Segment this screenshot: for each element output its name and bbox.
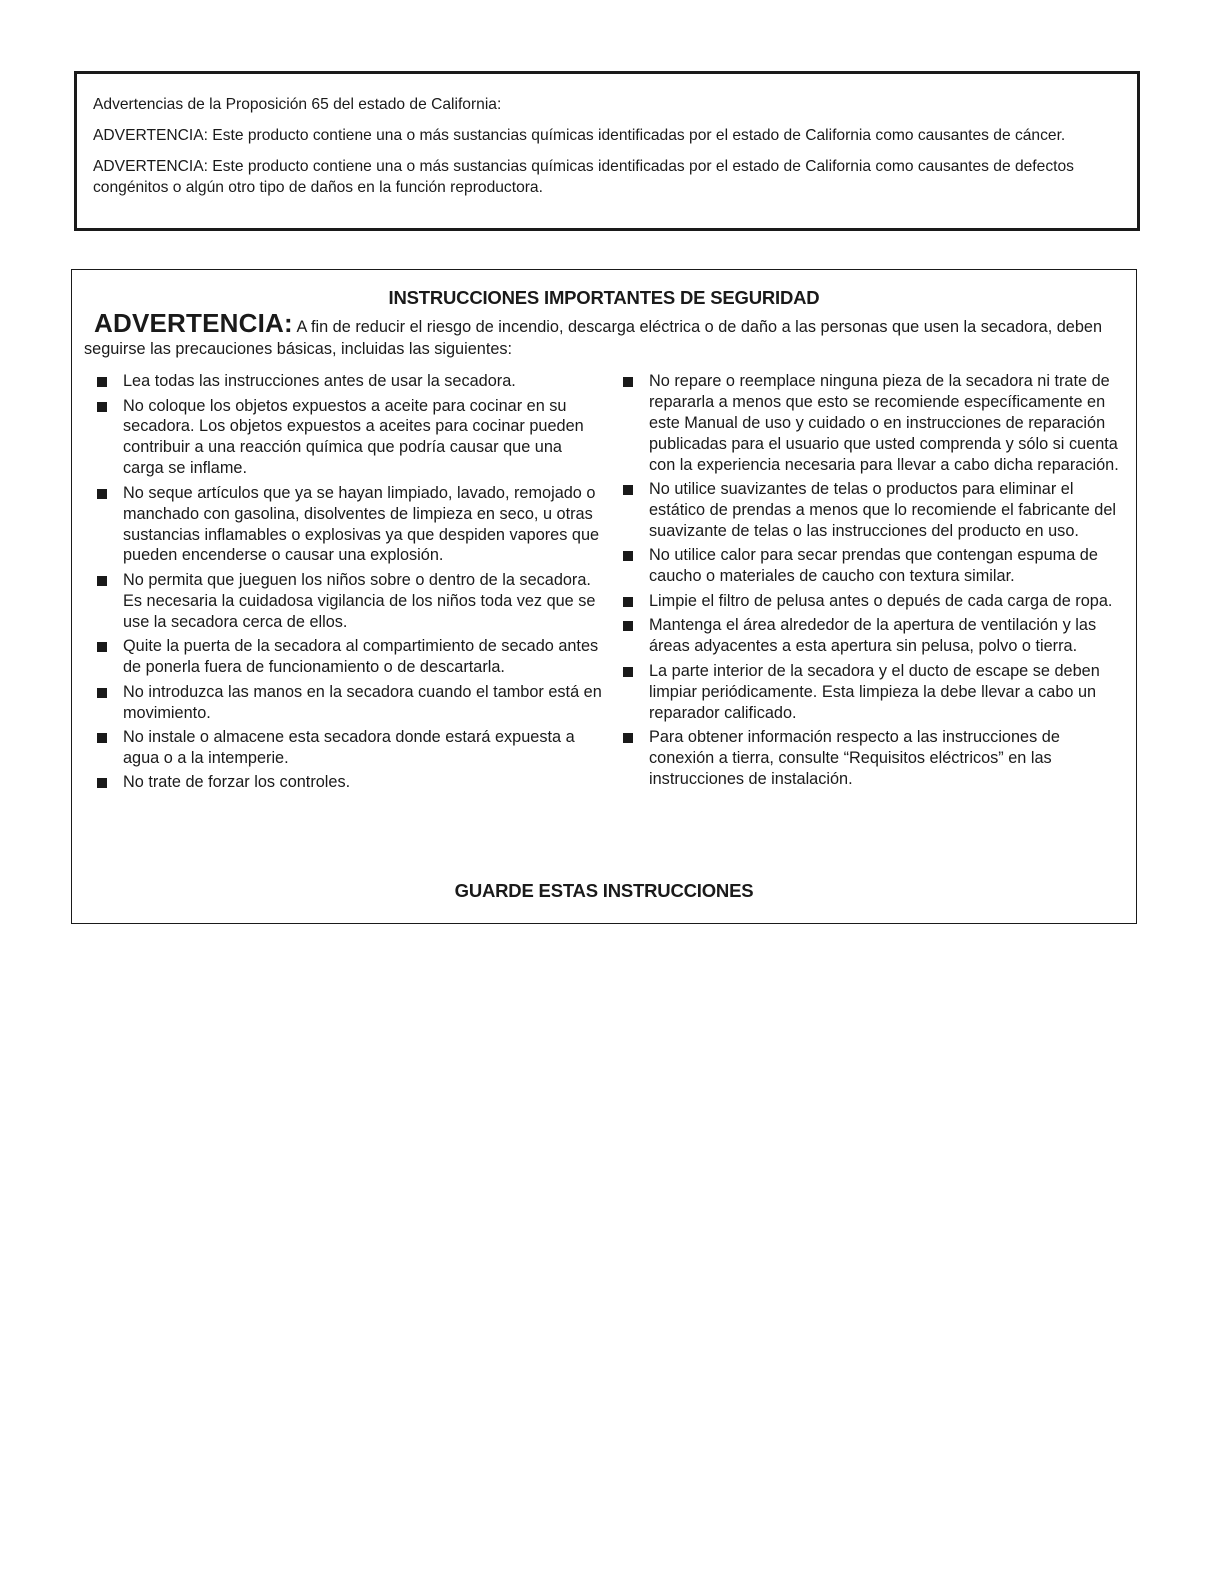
list-item-text: No coloque los objetos expuestos a aceite para cocinar en su secadora. Los objetos expuestos a aceites para cocinar pueden contribuir a una reacción química que podría causar que una carga se inflame. (123, 396, 584, 478)
list-item-text: Lea todas las instrucciones antes de usar la secadora. (123, 372, 516, 390)
list-item-text: Mantenga el área alrededor de la apertura de ventilación y las áreas adyacentes a esta apertura sin pelusa, polvo o tierra. (649, 616, 1097, 656)
right-precautions-list (620, 371, 1128, 790)
list-item-text: Limpie el filtro de pelusa antes o depués de cada carga de ropa. (649, 591, 1113, 610)
square-bullet-icon (97, 778, 107, 788)
square-bullet-icon (97, 576, 107, 586)
safety-title: INSTRUCCIONES IMPORTANTES DE SEGURIDAD (388, 287, 820, 308)
list-item (94, 682, 602, 724)
warning-intro (84, 308, 1124, 360)
list-item (94, 727, 602, 769)
left-precautions-list (94, 371, 602, 793)
list-item (94, 483, 602, 567)
list-item (94, 772, 602, 793)
square-bullet-icon (623, 667, 633, 677)
right-column (620, 371, 1128, 793)
square-bullet-icon (623, 377, 633, 387)
list-item-text: No utilice suavizantes de telas o productos para eliminar el estático de prendas a menos que lo recomiende el fabricante del suavizante de telas o las instrucciones del producto en uso. (649, 480, 1117, 540)
square-bullet-icon (97, 642, 107, 652)
list-item-text: No utilice calor para secar prendas que contengan espuma de caucho o materiales de caucho con textura similar. (649, 546, 1098, 586)
square-bullet-icon (623, 733, 633, 743)
list-item-text: No repare o reemplace ninguna pieza de la secadora ni trate de repararla a menos que esto se recomiende específicamente en este Manual de uso y cuidado o en instrucciones de reparación publicadas para el usuario que usted comprenda y sólo si cuenta con la experiencia necesaria para llevar a cabo dicha reparación. (649, 372, 1119, 474)
save-instructions-footer: GUARDE ESTAS INSTRUCCIONES (454, 880, 754, 901)
square-bullet-icon (623, 621, 633, 631)
warning-word: ADVERTENCIA: (94, 308, 293, 338)
list-item-text: No introduzca las manos en la secadora cuando el tambor está en movimiento. (123, 682, 602, 722)
list-item (620, 591, 1128, 612)
left-column (94, 371, 602, 797)
prop65-cancer-warning: ADVERTENCIA: Este producto contiene una o más sustancias químicas identificadas por el estado de California como causantes de cáncer. (93, 127, 1066, 144)
square-bullet-icon (97, 489, 107, 499)
list-item (620, 545, 1128, 587)
list-item-text: No trate de forzar los controles. (123, 773, 351, 792)
list-item-text: No permita que jueguen los niños sobre o dentro de la secadora. Es necesaria la cuidadosa vigilancia de los niños toda vez que se use la secadora cerca de ellos. (123, 570, 596, 631)
list-item (620, 479, 1128, 542)
prop65-heading: Advertencias de la Proposición 65 del estado de California: (93, 96, 502, 113)
prop65-reproductive-warning: ADVERTENCIA: Este producto contiene una o más sustancias químicas identificadas por el estado de California como causantes de defectos congénitos o algún otro tipo de daños en la función reproductora. (93, 158, 1074, 196)
square-bullet-icon (97, 733, 107, 743)
list-item (620, 661, 1128, 724)
safety-instructions-box (71, 269, 1137, 924)
list-item (94, 636, 602, 678)
square-bullet-icon (97, 688, 107, 698)
list-item-text: Para obtener información respecto a las instrucciones de conexión a tierra, consulte “Requisitos eléctricos” en las instrucciones de instalación. (649, 728, 1060, 788)
square-bullet-icon (97, 377, 107, 387)
list-item (620, 371, 1128, 476)
warning-intro-text: A fin de reducir el riesgo de incendio, descarga eléctrica o de daño a las personas que usen la secadora, deben seguirse las precauciones básicas, incluidas las siguientes: (84, 318, 1103, 358)
list-item (94, 570, 602, 633)
square-bullet-icon (623, 485, 633, 495)
prop65-warning-box (74, 71, 1140, 231)
list-item-text: No seque artículos que ya se hayan limpiado, lavado, remojado o manchado con gasolina, disolventes de limpieza en seco, u otras sustancias inflamables o explosivas ya que despiden vapores que pueden encenderse o causar una explosión. (123, 483, 600, 565)
square-bullet-icon (97, 402, 107, 412)
square-bullet-icon (623, 551, 633, 561)
list-item (620, 727, 1128, 790)
square-bullet-icon (623, 597, 633, 607)
list-item-text: Quite la puerta de la secadora al compartimiento de secado antes de ponerla fuera de funcionamiento o de descartarla. (123, 637, 599, 677)
list-item (94, 371, 602, 392)
list-item-text: La parte interior de la secadora y el ducto de escape se deben limpiar periódicamente. Esta limpieza la debe llevar a cabo un reparador calificado. (649, 661, 1100, 722)
list-item (94, 396, 602, 480)
list-item-text: No instale o almacene esta secadora donde estará expuesta a agua o a la intemperie. (123, 728, 575, 767)
list-item (620, 615, 1128, 657)
